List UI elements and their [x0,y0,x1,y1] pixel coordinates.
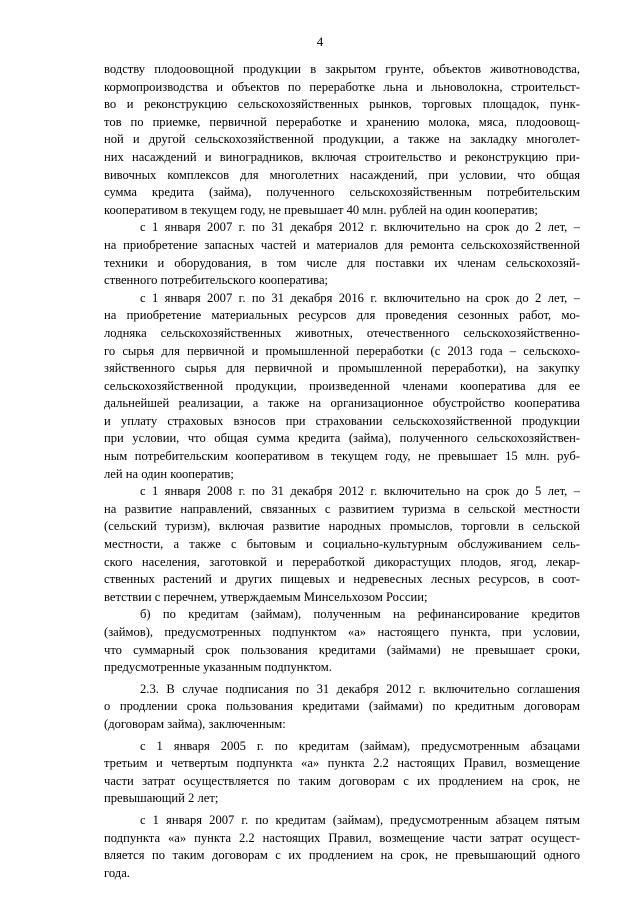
text-line: водству плодоовощной продукции в закрытом грунте, объектов животноводства, [104,62,580,76]
page-number: 4 [316,34,324,49]
text-line: с 1 января 2005 г. по кредитам (займам), предусмотренным абзацами [140,738,580,753]
text-line: сумма кредита (займа), полученного сельскохозяйственным потребительским [104,185,580,200]
text-line: (договорам займа), заключенным: [104,716,286,731]
text-line: ственного потребительского кооператива; [104,273,329,288]
text-line: них насаждений и виноградников, включая строительство и реконструкцию при- [104,149,580,164]
text-line: кормопроизводства и объектов по переработке льна и льноволокна, строительст- [104,79,580,94]
text-line: вляется по таким договорам с их продлением на срок, не превышающий одного [104,848,580,863]
text-line: местности, а также с бытовым и социально-культурным обслуживанием сель- [104,537,580,552]
text-line: ной и другой сельскохозяйственной продукции, а также на закладку многолет- [104,132,580,147]
text-line: ветствии с перечнем, утверждаемым Минсельхозом России; [104,589,428,604]
text-line: кооперативом в текущем году, не превышает 40 млн. рублей на один кооператив; [104,202,538,217]
text-line: го сырья для первичной и промышленной переработки (с 2013 года – сельскохо- [104,343,580,358]
text-line: части затрат осуществляется по таким договорам с их продлением на срок, не [104,773,580,788]
text-line: и уплату страховых взносов при страховании сельскохозяйственной продукции [104,413,580,428]
text-line: техники и оборудования, в том числе для поставки их членам сельскохозяй- [104,255,580,270]
body-text [104,61,580,882]
text-line: с 1 января 2008 г. по 31 декабря 2012 г. включительно на срок до 5 лет, – [140,484,580,499]
text-line: во и реконструкцию сельскохозяйственных рынков, торговых площадок, пунк- [104,97,580,112]
text-line: о продлении срока пользования кредитами (займами) по кредитным договорам [104,699,580,714]
text-line: зяйственного сырья для первичной и промышленной переработки), на закупку [104,361,580,376]
text-line: третьим и четвертым подпункта «а» пункта 2.2 настоящих Правил, возмещение [104,756,580,771]
text-line: (займов), предусмотренных подпунктом «а» настоящего пункта, при условии, [104,625,580,639]
text-line: с 1 января 2007 г. по 31 декабря 2012 г. включительно на срок до 2 лет, – [140,220,580,235]
text-line: на приобретение материальных ресурсов для проведения сезонных работ, мо- [104,308,580,323]
text-line: ственных растений и других пищевых и недревесных лесных ресурсов, в соот- [104,572,580,587]
text-line: ского населения, заготовкой и переработкой дикорастущих плодов, ягод, лекар- [104,554,580,569]
text-line: ным потребительским кооперативом в текущем году, не превышает 15 млн. руб- [104,449,580,464]
text-line: тов по приемке, первичной переработке и хранению молока, мяса, плодоовощ- [104,114,580,129]
text-line: превышающий 2 лет; [104,791,219,806]
text-line: (сельский туризм), включая развитие народных промыслов, торговли в сельской [104,519,580,534]
text-line: лодняка сельскохозяйственных животных, отечественного сельскохозяйственно- [104,325,580,340]
text-line: лей на один кооператив; [104,466,234,481]
text-line: дальнейшей реализации, а также на организационное обустройство кооператива [104,396,580,411]
text-line: б) по кредитам (займам), полученным на рефинансирование кредитов [140,607,580,622]
text-line: с 1 января 2007 г. по 31 декабря 2016 г. включительно на срок до 2 лет, – [140,290,580,305]
text-line: сельскохозяйственной продукции, произведенной членами кооператива для ее [104,378,580,393]
text-line: при условии, что общая сумма кредита (займа), полученного сельскохозяйствен- [104,431,580,446]
text-line: на приобретение запасных частей и материалов для ремонта сельскохозяйственной [104,237,580,252]
text-line: 2.3. В случае подписания по 31 декабря 2012 г. включительно соглашения [140,681,580,696]
text-line: на развитие направлений, связанных с развитием туризма в сельской местности [104,501,580,516]
text-line: года. [104,865,130,880]
text-line: подпункта «а» пункта 2.2 настоящих Правил, возмещение части затрат осущест- [104,830,580,845]
text-line: предусмотренные указанным подпунктом. [104,660,332,675]
text-line: что суммарный срок пользования кредитами (займами) не превышает сроки, [104,642,580,657]
text-line: с 1 января 2007 г. по кредитам (займам), предусмотренным абзацем пятым [140,812,580,827]
text-line: вивочных комплексов для многолетних насаждений, при условии, что общая [104,167,580,182]
